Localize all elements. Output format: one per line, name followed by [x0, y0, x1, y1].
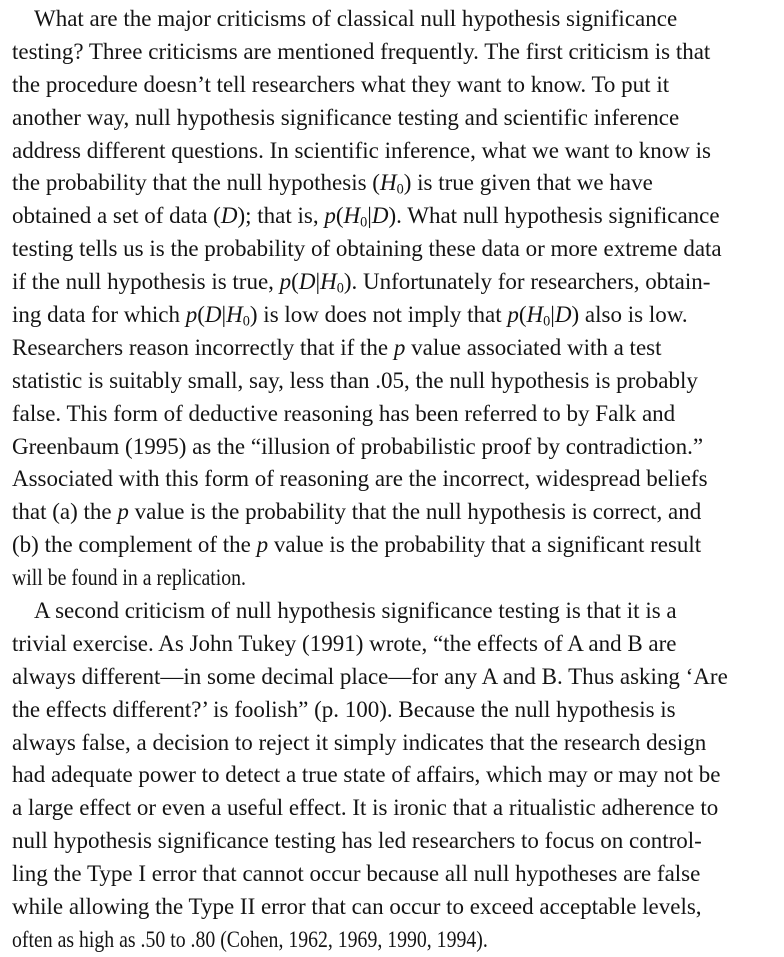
text-line: address different questions. In scientific inference, what we want to know is	[12, 137, 711, 163]
text-line: ling the Type I error that cannot occur because all null hypotheses are false	[12, 861, 701, 887]
paragraph-1	[12, 3, 772, 595]
text-line: a large effect or even a useful effect. It is ironic that a ritualistic adherence to	[12, 795, 719, 821]
text-line: if the null hypothesis is true, $p(D|H_0)$. Unfortunately for researchers, obtain-	[12, 269, 711, 297]
text-line: while allowing the Type II error that can occur to exceed acceptable levels,	[12, 894, 702, 920]
text-line: false. This form of deductive reasoning has been referred to by Falk and	[12, 400, 676, 426]
text-line: testing? Three criticisms are mentioned frequently. The first criticism is that	[12, 38, 711, 64]
text-line: always false, a decision to reject it simply indicates that the research design	[12, 729, 707, 755]
text-line: null hypothesis significance testing has led researchers to focus on control-	[12, 828, 702, 854]
text-line: always different—in some decimal place—for any A and B. Thus asking ‘Are	[12, 663, 728, 689]
paragraph-2	[12, 595, 772, 957]
text-line: What are the major criticisms of classical null hypothesis significance	[34, 6, 678, 31]
text-line: the procedure doesn’t tell researchers what they want to know. To put it	[12, 71, 670, 97]
text-line: Associated with this form of reasoning are the incorrect, widespread beliefs	[12, 466, 708, 492]
text-line: testing tells us is the probability of obtaining these data or more extreme data	[12, 236, 722, 262]
text-line: the probability that the null hypothesis $(H_0)$ is true given that we have	[12, 170, 653, 199]
text-line: statistic is suitably small, say, less than .05, the null hypothesis is probably	[12, 367, 698, 393]
text-line: A second criticism of null hypothesis significance testing is that it is a	[34, 598, 677, 624]
text-line: (b) the complement of the p value is the probability that a significant result	[12, 532, 702, 558]
document-page	[12, 3, 772, 957]
text-line: obtained a set of data (D); that is, $p(H_0|D)$. What null hypothesis significance	[12, 203, 720, 231]
text-line: ing data for which $p(D|H_0)$ is low does not imply that $p(H_0|D)$ also is low.	[12, 302, 688, 330]
text-line: trivial exercise. As John Tukey (1991) wrote, “the effects of A and B are	[12, 630, 677, 656]
text-line: will be found in a replication.	[12, 565, 247, 591]
math-h: H	[379, 170, 397, 196]
text-line: often as high as .50 to .80 (Cohen, 1962, 1969, 1990, 1994).	[12, 926, 488, 952]
text-line: Greenbaum (1995) as the “illusion of probabilistic proof by contradiction.”	[12, 433, 704, 459]
text-line: that (a) the p value is the probability that the null hypothesis is correct, and	[12, 499, 702, 525]
text-line: Researchers reason incorrectly that if the p value associated with a test	[12, 334, 662, 360]
text-line: another way, null hypothesis significance testing and scientific inference	[12, 104, 680, 130]
text-line: the effects different?’ is foolish” (p. 100). Because the null hypothesis is	[12, 696, 676, 722]
text-line: had adequate power to detect a true state of affairs, which may or may not be	[12, 762, 721, 788]
math-subscript: 0	[396, 182, 404, 199]
